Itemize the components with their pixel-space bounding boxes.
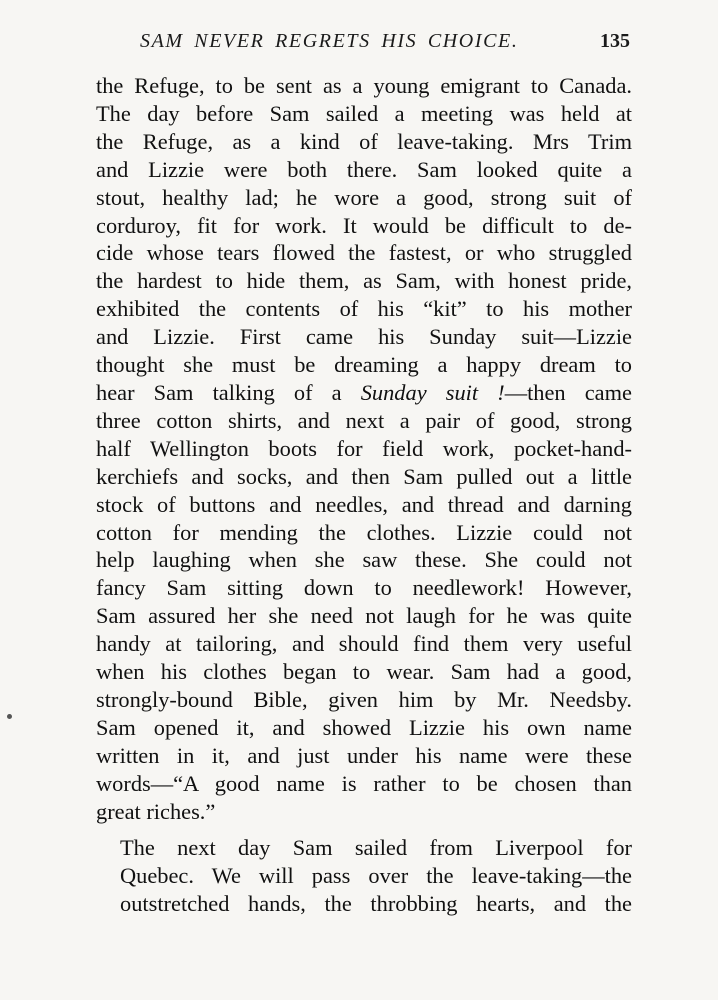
text-line: fancy Sam sitting down to needlework! However,	[96, 575, 632, 601]
text-line: Sam assured her she need not laugh for he was quite	[96, 603, 632, 629]
text-line: Quebec. We will pass over the leave-taking—the	[120, 863, 632, 889]
text-line: exhibited the contents of his “kit” to his mother	[96, 296, 632, 322]
paragraph	[96, 72, 632, 825]
italic-text-run: Sunday suit !	[360, 379, 505, 405]
text-line: The day before Sam sailed a meeting was held at	[96, 100, 632, 126]
paragraph	[96, 834, 632, 918]
text-run: —then came	[504, 379, 632, 405]
running-head: SAM NEVER REGRETS HIS CHOICE.	[140, 30, 519, 52]
text-line: the Refuge, to be sent as a young emigrant to Canada.	[96, 73, 632, 98]
page-text	[96, 72, 632, 918]
text-line: The next day Sam sailed from Liverpool for	[120, 835, 632, 861]
text-line: corduroy, fit for work. It would be difficult to de-	[96, 212, 632, 238]
text-line: Sam opened it, and showed Lizzie his own name	[96, 714, 632, 740]
text-line: the Refuge, as a kind of leave-taking. Mrs Trim	[96, 128, 632, 154]
text-line: kerchiefs and socks, and then Sam pulled out a little	[96, 463, 632, 489]
text-line: strongly-bound Bible, given him by Mr. Needsby.	[96, 686, 632, 712]
text-line: words—“A good name is rather to be chosen than	[96, 770, 632, 796]
text-line: and Lizzie. First came his Sunday suit—Lizzie	[96, 324, 632, 350]
text-line: the hardest to hide them, as Sam, with honest pride,	[96, 268, 632, 294]
text-line: handy at tailoring, and should find them very useful	[96, 631, 632, 657]
text-line: written in it, and just under his name were these	[96, 742, 632, 768]
text-line: thought she must be dreaming a happy dream to	[96, 352, 632, 378]
text-line: cotton for mending the clothes. Lizzie could not	[96, 519, 632, 545]
text-line: stout, healthy lad; he wore a good, strong suit of	[96, 184, 632, 210]
text-line: and Lizzie were both there. Sam looked quite a	[96, 156, 632, 182]
text-line: half Wellington boots for field work, pocket-hand-	[96, 435, 632, 461]
text-line: help laughing when she saw these. She could not	[96, 547, 632, 573]
print-speck	[7, 714, 12, 719]
text-line: cide whose tears flowed the fastest, or who struggled	[96, 240, 632, 266]
page-number: 135	[600, 30, 630, 52]
text-line: when his clothes began to wear. Sam had a good,	[96, 659, 632, 685]
text-run: hear Sam talking of a	[96, 379, 361, 405]
text-line: great riches.”	[96, 798, 216, 824]
text-line: three cotton shirts, and next a pair of good, strong	[96, 407, 632, 433]
text-line	[96, 379, 632, 407]
page-header	[140, 30, 630, 60]
text-line: outstretched hands, the throbbing hearts, and the	[120, 891, 632, 917]
text-line: stock of buttons and needles, and thread and darning	[96, 491, 632, 517]
